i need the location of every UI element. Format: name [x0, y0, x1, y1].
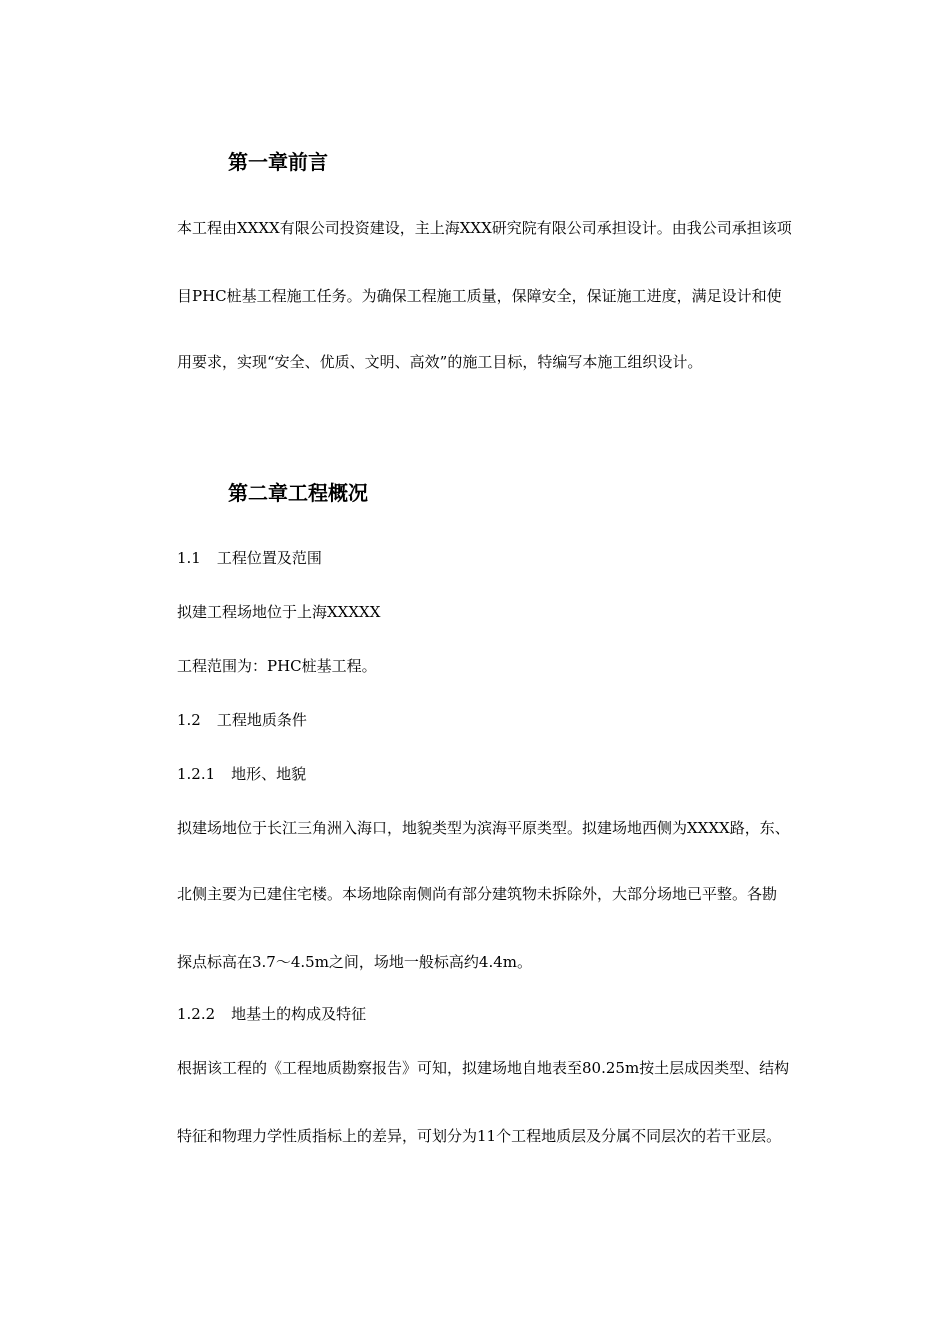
section-1-1-heading: [177, 548, 322, 568]
section-number: 1.1: [177, 549, 201, 567]
paragraph-line: 根据该工程的《工程地质勘察报告》可知，拟建场地自地表至80.25m按土层成因类型、结构: [177, 1059, 790, 1077]
section-title: 工程位置及范围: [216, 549, 322, 567]
paragraph-line: 目PHC桩基工程施工任务。为确保工程施工质量，保障安全，保证施工进度，满足设计和使: [177, 287, 782, 305]
section-title: 地基土的构成及特征: [231, 1005, 367, 1023]
paragraph-line: 拟建场地位于长江三角洲入海口，地貌类型为滨海平原类型。拟建场地西侧为XXXX路，东、: [177, 819, 790, 837]
paragraph-line: 北侧主要为已建住宅楼。本场地除南侧尚有部分建筑物未拆除外，大部分场地已平整。各勘: [177, 885, 778, 903]
chapter-1-title: 第一章前言: [228, 150, 328, 174]
section-title: 工程地质条件: [216, 711, 307, 729]
paragraph-line: 本工程由XXXX有限公司投资建设，主上海XXX研究院有限公司承担设计。由我公司承担该项: [177, 219, 792, 237]
chapter-2-title: 第二章工程概况: [228, 481, 368, 505]
paragraph-line: 特征和物理力学性质指标上的差异，可划分为11个工程地质层及分属不同层次的若干亚层。: [177, 1127, 782, 1145]
scope-text: 工程范围为：PHC桩基工程。: [177, 657, 377, 675]
section-1-2-1-heading: [177, 764, 306, 784]
site-location-text: 拟建工程场地位于上海XXXXX: [177, 603, 381, 621]
section-1-2-heading: [177, 710, 307, 730]
section-number: 1.2: [177, 711, 201, 729]
paragraph-line: 用要求，实现“安全、优质、文明、高效”的施工目标，特编写本施工组织设计。: [177, 353, 703, 371]
section-number: 1.2.1: [177, 765, 216, 783]
section-1-2-2-heading: [177, 1004, 366, 1024]
paragraph-line: 探点标高在3.7～4.5m之间，场地一般标高约4.4m。: [177, 953, 533, 971]
section-title: 地形、地貌: [231, 765, 307, 783]
section-number: 1.2.2: [177, 1005, 216, 1023]
